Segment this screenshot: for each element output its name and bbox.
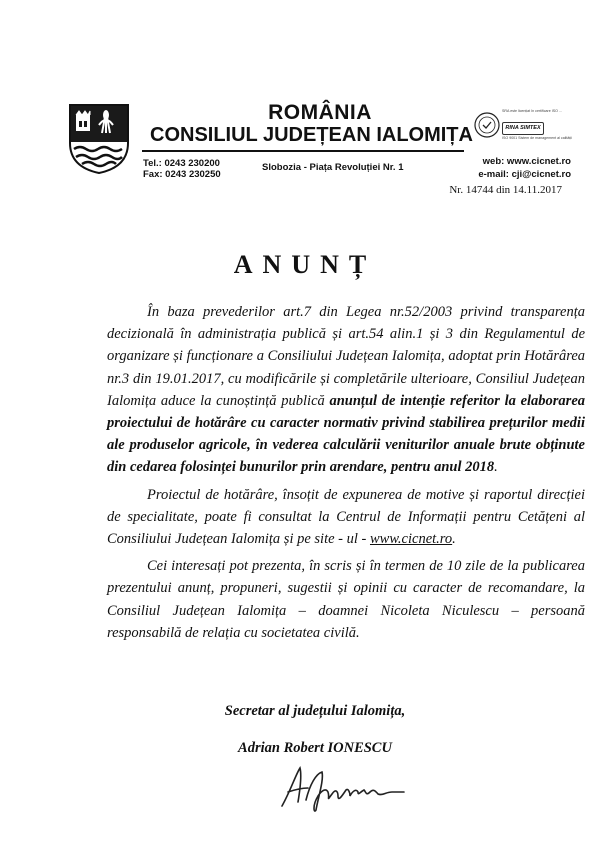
certification-seal-icon	[474, 112, 500, 138]
paragraph-1-emphasis: anunțul de intenție referitor la elaborarea proiectului de hotărâre cu caracter normativ privind stabilirea prețurilor medii ale produselor agricole, în vederea calculării veniturilor anuale brute obținute din cedarea folosinței bunurilor prin arendare, pentru anul 2018	[107, 392, 585, 476]
website-link[interactable]: www.cicnet.ro	[369, 531, 453, 548]
paragraph-1-text: În baza prevederilor art.7 din Legea nr.52/2003 privind transparența decizională în administrația publică și art.54 alin.1 și 3 din Regulamentul de organizare și funcționare a Consiliului Județean Ialomița, adoptat prin Hotărârea nr.3 din 19.01.2017, cu modificările și completările ulterioare, Consiliul Județean Ialomița aduce la cunoștință publică	[107, 304, 585, 409]
certification-badge	[474, 106, 586, 152]
contact-telephone: Tel.: 0243 230200	[143, 158, 220, 169]
paragraph-2-end: .	[452, 531, 456, 548]
contact-address: Slobozia - Piața Revoluției Nr. 1	[262, 162, 404, 173]
header-council-name: CONSILIUL JUDEȚEAN IALOMIȚA	[150, 124, 473, 146]
certification-text-top: SRA este licențiat în certificare ISO ...	[502, 109, 562, 113]
contact-fax: Fax: 0243 230250	[143, 169, 221, 180]
announcement-body	[107, 301, 585, 644]
body-paragraph-3: Cei interesați pot prezenta, în scris și în termen de 10 zile de la publicarea prezentului anunț, propuneri, sugestii și opinii cu caracter de recomandare, la Consiliul Județean Ialomița – doamnei Nicoleta Niculescu – persoană responsabilă de relația cu societatea civilă.	[107, 558, 585, 641]
header-country: ROMÂNIA	[268, 101, 372, 124]
contact-web: web: www.cicnet.ro	[482, 156, 571, 167]
certification-brand: RINA SIMTEX	[502, 122, 544, 135]
signatory-title: Secretar al județului Ialomița,	[224, 703, 406, 719]
registration-number: Nr. 14744 din 14.11.2017	[449, 184, 562, 196]
certification-text-bottom: ISO 9001 Sistem de management al calității	[502, 136, 572, 140]
header-divider	[142, 150, 464, 152]
document-title: ANUNȚ	[233, 250, 377, 279]
body-paragraph-1	[107, 301, 585, 479]
signatory-name: Adrian Robert IONESCU	[238, 740, 392, 756]
paragraph-1-end: .	[494, 459, 498, 476]
handwritten-signature-icon	[276, 762, 410, 814]
paragraph-2-text: Proiectul de hotărâre, însoțit de expunerea de motive și raportul direcției de specialitate, poate fi consultat la Centrul de Informații pentru Cetățeni al Consiliului Județean Ialomița și pe site - ul -	[107, 486, 585, 548]
body-paragraph-2	[107, 484, 585, 551]
county-coat-of-arms-icon	[68, 103, 130, 175]
contact-email: e-mail: cji@cicnet.ro	[478, 169, 571, 180]
